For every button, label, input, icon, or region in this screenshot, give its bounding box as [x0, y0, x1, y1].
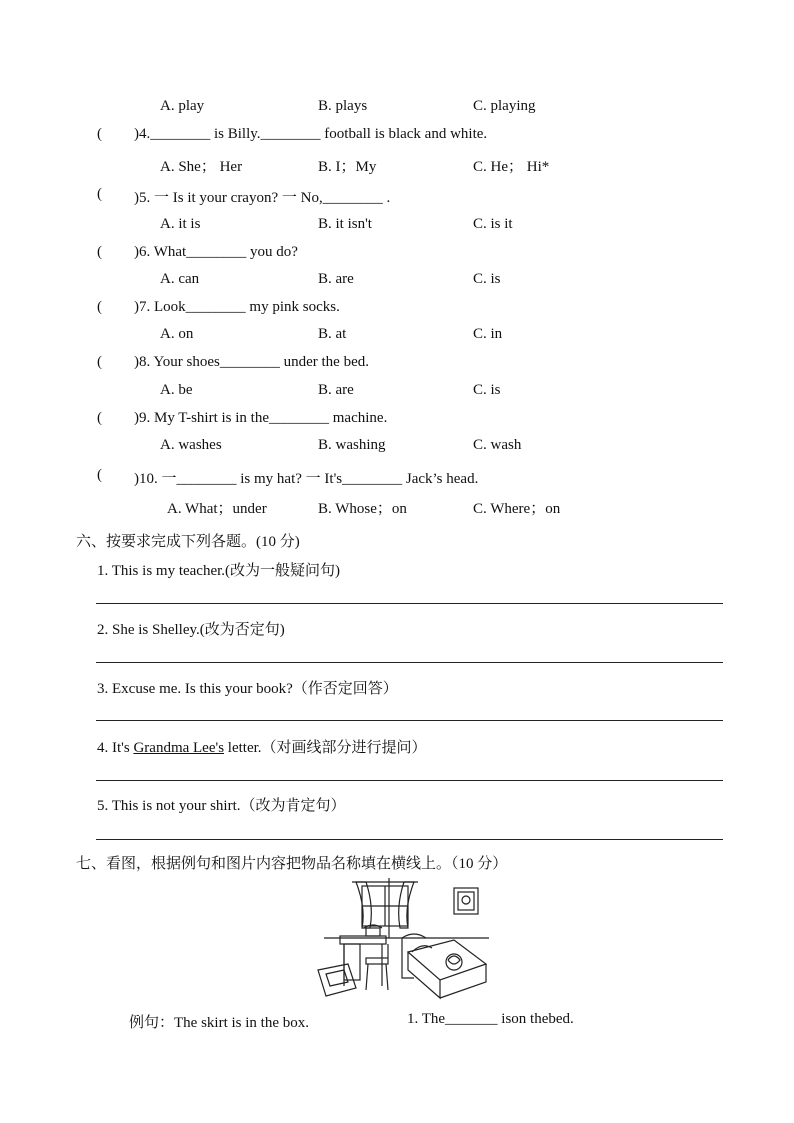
task-4-underlined: Grandma Lee's — [133, 740, 225, 756]
answer-line-4[interactable] — [96, 780, 723, 781]
task-3: 3. Excuse me. Is this your book?（作否定回答） — [97, 681, 398, 697]
fill-in-item-1: 1. The_______ ison thebed. — [407, 1011, 574, 1027]
task-5: 5. This is not your shirt.（改为肯定句） — [97, 798, 346, 814]
option-b: B. Whose；on — [318, 501, 407, 517]
task-1: 1. This is my teacher.(改为一般疑问句) — [97, 563, 341, 579]
task-4-prefix: 4. It's — [97, 740, 134, 756]
task-4-suffix: letter.（对画线部分进行提问） — [224, 740, 427, 756]
answer-paren[interactable]: ( — [97, 126, 102, 142]
answer-paren[interactable]: ( — [97, 244, 102, 260]
section-7-title: 七、看图，根据例句和图片内容把物品名称填在横线上。（10 分） — [76, 856, 508, 872]
question-text: )6. What________ you do? — [134, 244, 298, 260]
answer-paren[interactable]: ( — [97, 354, 102, 370]
section-6-title: 六、按要求完成下列各题。(10 分) — [76, 534, 300, 550]
option-c: C. in — [473, 326, 503, 342]
answer-paren[interactable]: ( — [97, 467, 102, 483]
option-a: A. on — [160, 326, 194, 342]
option-a: A. What；under — [167, 501, 267, 517]
question-text: )4.________ is Billy.________ football is black and white. — [134, 126, 488, 142]
answer-line-5[interactable] — [96, 839, 723, 840]
option-b: B. are — [318, 271, 354, 287]
option-b: B. at — [318, 326, 347, 342]
option-c: C. wash — [473, 437, 522, 453]
answer-line-1[interactable] — [96, 603, 723, 604]
option-c: C. is — [473, 271, 501, 287]
answer-line-3[interactable] — [96, 720, 723, 721]
bedroom-illustration — [304, 878, 494, 1000]
option-c: C. is it — [473, 216, 513, 232]
option-a: A. She； Her — [160, 159, 243, 175]
question-text: )5. 一 Is it your crayon? 一 No,________ . — [134, 190, 391, 206]
option-c: C. is — [473, 382, 501, 398]
option-b: B. I；My — [318, 159, 377, 175]
question-text: )8. Your shoes________ under the bed. — [134, 354, 369, 370]
option-b: B. it isn't — [318, 216, 372, 232]
answer-line-2[interactable] — [96, 662, 723, 663]
question-text: )10. 一________ is my hat? 一 It's________ Jack’s head. — [134, 471, 479, 487]
answer-paren[interactable]: ( — [97, 299, 102, 315]
example-sentence: 例句：The skirt is in the box. — [129, 1015, 309, 1031]
option-a: A. it is — [160, 216, 201, 232]
q3-option-b: B. plays — [318, 98, 368, 114]
answer-paren[interactable]: ( — [97, 186, 102, 202]
option-c: C. Where；on — [473, 501, 561, 517]
task-2: 2. She is Shelley.(改为否定句) — [97, 622, 285, 638]
option-a: A. be — [160, 382, 193, 398]
answer-paren[interactable]: ( — [97, 410, 102, 426]
option-b: B. washing — [318, 437, 386, 453]
q3-option-a: A. play — [160, 98, 205, 114]
option-a: A. can — [160, 271, 200, 287]
q3-option-c: C. playing — [473, 98, 536, 114]
question-text: )7. Look________ my pink socks. — [134, 299, 340, 315]
question-text: )9. My T-shirt is in the________ machine. — [134, 410, 388, 426]
task-4 — [97, 736, 427, 757]
option-b: B. are — [318, 382, 354, 398]
option-c: C. He； Hi* — [473, 159, 550, 175]
option-a: A. washes — [160, 437, 222, 453]
